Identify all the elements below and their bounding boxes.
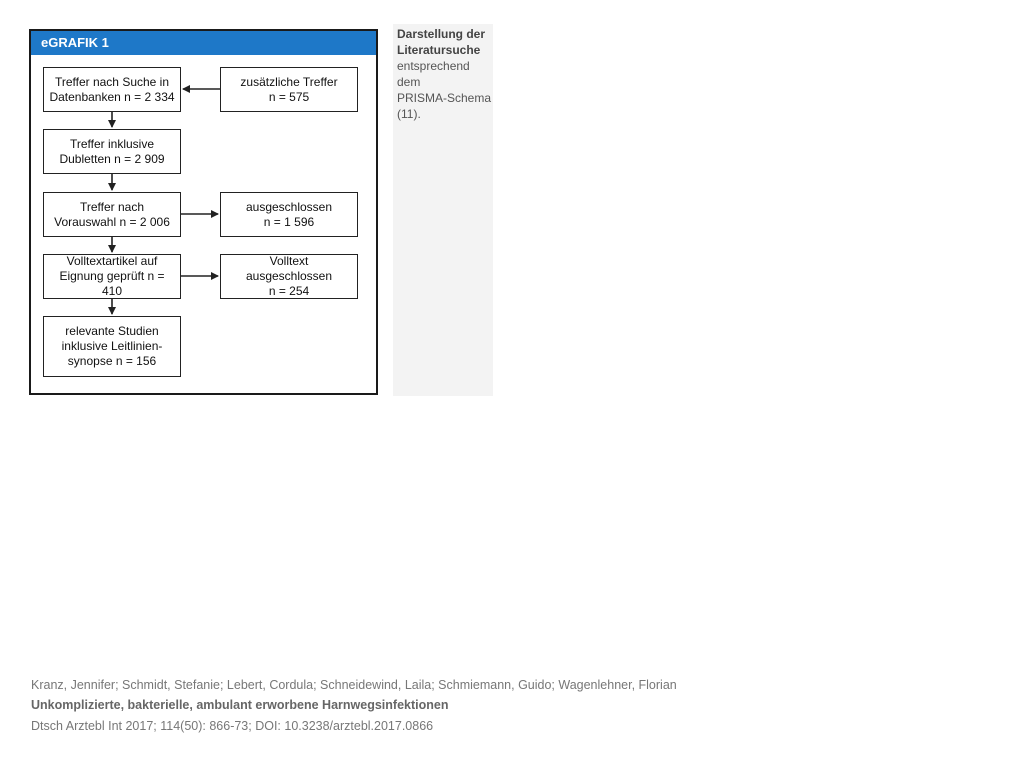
box-additional-results: zusätzliche Treffer n = 575	[220, 67, 358, 112]
figure-header: eGRAFIK 1	[31, 31, 376, 55]
box-excluded: ausgeschlossen n = 1 596	[220, 192, 358, 237]
box-fulltext-excluded: Volltext ausgeschlossen n = 254	[220, 254, 358, 299]
box-relevant-studies: relevante Studien inklusive Leitlinien- synopse n = 156	[43, 316, 181, 377]
caption-title: Darstellung der Literatursuche	[397, 27, 486, 57]
box-fulltext-assessed: Volltextartikel auf Eignung geprüft n = 410	[43, 254, 181, 299]
caption-text: entsprechend dem PRISMA-Schema (11).	[397, 59, 492, 121]
citation-authors: Kranz, Jennifer; Schmidt, Stefanie; Lebert, Cordula; Schneidewind, Laila; Schmiemann, Guido; Wagenlehner, Florian	[31, 678, 677, 692]
box-including-duplicates: Treffer inklusive Dubletten n = 2 909	[43, 129, 181, 174]
citation-title: Unkomplizierte, bakterielle, ambulant erworbene Harnwegsinfektionen	[31, 698, 449, 712]
box-preselection: Treffer nach Vorauswahl n = 2 006	[43, 192, 181, 237]
citation-source: Dtsch Arztebl Int 2017; 114(50): 866-73; DOI: 10.3238/arztebl.2017.0866	[31, 719, 434, 733]
box-search-results: Treffer nach Suche in Datenbanken n = 2 334	[43, 67, 181, 112]
